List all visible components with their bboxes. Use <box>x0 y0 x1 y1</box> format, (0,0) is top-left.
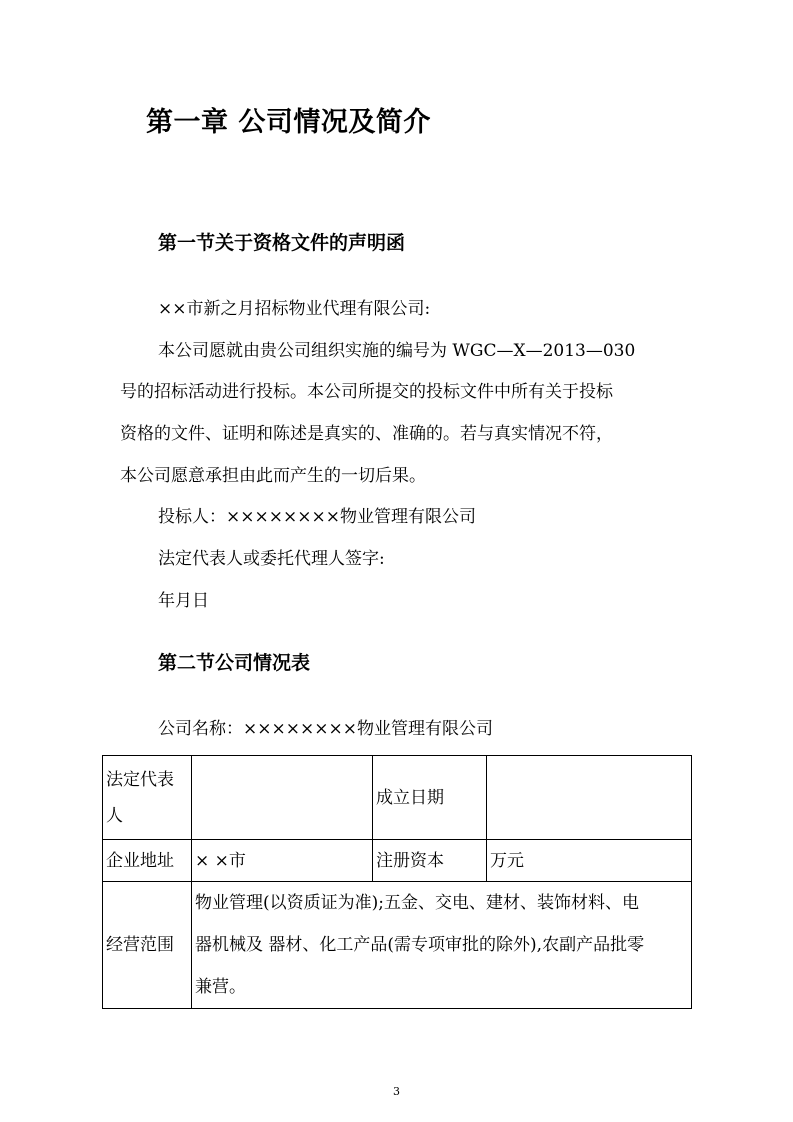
legal-rep-label: 法定代表 <box>106 769 174 790</box>
capital-value: 万元 <box>487 840 692 882</box>
established-value <box>487 756 692 840</box>
table-row <box>103 840 692 882</box>
scope-line: 器机械及 器材、化工产品(需专项审批的除外),农副产品批零 <box>195 935 645 955</box>
bidder-line: 投标人：××××××××物业管理有限公司 <box>158 507 476 527</box>
table-row <box>103 756 692 840</box>
letter-addressee: ××市新之月招标物业代理有限公司: <box>158 299 431 319</box>
company-name-line: 公司名称：××××××××物业管理有限公司 <box>158 719 493 739</box>
address-label: 企业地址 <box>103 840 192 882</box>
scope-line: 物业管理(以资质证为准);五金、交电、建材、装饰材料、电 <box>195 893 639 913</box>
capital-label: 注册资本 <box>373 840 487 882</box>
section-1-title: 第一节关于资格文件的声明函 <box>158 232 406 254</box>
scope-label: 经营范围 <box>103 882 192 1009</box>
table-row <box>103 882 692 1009</box>
section-2-title: 第二节公司情况表 <box>158 652 311 674</box>
address-value: × ×市 <box>192 840 373 882</box>
signature-line: 法定代表人或委托代理人签字: <box>158 549 385 569</box>
letter-body-line: 资格的文件、证明和陈述是真实的、准确的。若与真实情况不符， <box>120 424 613 444</box>
date-line: 年月日 <box>158 591 209 611</box>
scope-line: 兼营。 <box>195 977 246 997</box>
established-label: 成立日期 <box>373 756 487 840</box>
scope-value-cell <box>192 882 692 1009</box>
letter-body-line: 本公司愿就由贵公司组织实施的编号为 WGC—X—2013—030 <box>158 341 636 361</box>
company-info-table <box>102 755 692 1009</box>
chapter-title: 第一章 公司情况及简介 <box>146 107 431 138</box>
letter-body-line: 本公司愿意承担由此而产生的一切后果。 <box>120 466 426 486</box>
page-number: 3 <box>393 1085 400 1098</box>
legal-rep-label: 人 <box>106 805 123 826</box>
legal-rep-label-cell <box>103 756 192 840</box>
legal-rep-value <box>192 756 373 840</box>
letter-body-line: 号的招标活动进行投标。本公司所提交的投标文件中所有关于投标 <box>120 382 613 402</box>
